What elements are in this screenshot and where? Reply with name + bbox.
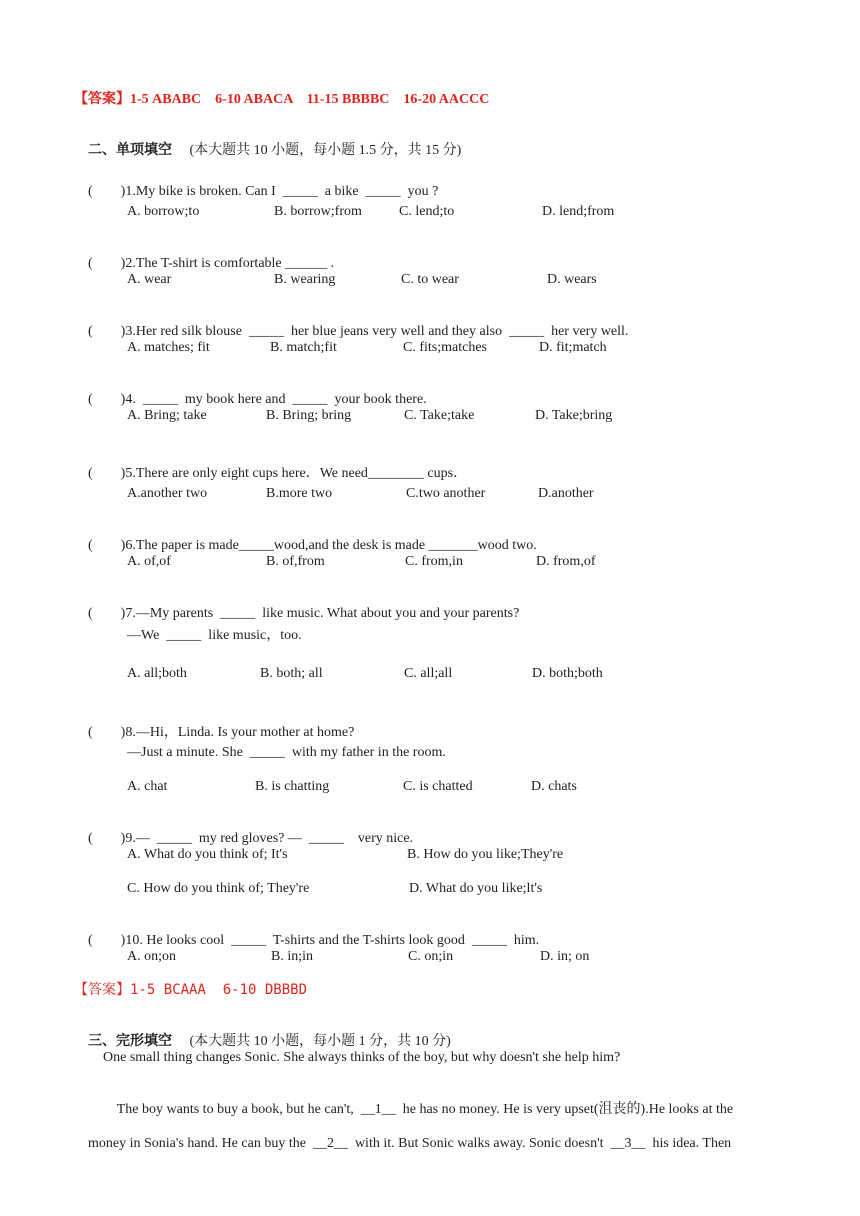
passage-text: his idea. Then	[645, 1136, 732, 1151]
answer-paren: ( )	[88, 466, 126, 481]
option-c: C. to wear	[401, 272, 459, 287]
question-stem: 10. He looks cool _____ T-shirts and the T-shirts look good _____ him.	[125, 933, 540, 948]
blank-1: __1__	[360, 1102, 396, 1117]
option-d: D. chats	[531, 779, 577, 794]
answer-paren: ( )	[88, 933, 126, 948]
option-c: C.two another	[406, 486, 486, 501]
answer-paren: ( )	[88, 538, 126, 553]
option-b: B. is chatting	[255, 779, 330, 794]
option-c: C. How do you think of; They're	[127, 881, 310, 896]
answer-paren: ( )	[88, 392, 126, 407]
question-stem: 6.The paper is made_____wood,and the desk is made _______wood two.	[125, 538, 537, 553]
option-a: A. wear	[127, 272, 172, 287]
option-d: D. Take;bring	[535, 408, 613, 423]
option-b: B.more two	[266, 486, 333, 501]
option-b: B. both; all	[260, 666, 323, 681]
section-2-note: (本大题共 10 小题，每小题 1.5 分，共 15 分)	[189, 143, 462, 158]
question-7-reply: —We _____ like music，too.	[127, 628, 302, 643]
option-a: A. chat	[127, 779, 168, 794]
question-stem: 7.—My parents _____ like music. What about you and your parents?	[125, 606, 520, 621]
blank-2: __2__	[312, 1136, 348, 1151]
question-stem: 3.Her red silk blouse _____ her blue jeans very well and they also _____ her very well.	[125, 324, 629, 339]
option-c: C. all;all	[404, 666, 453, 681]
question-stem: 9.— _____ my red gloves? — _____ very nice.	[125, 831, 414, 846]
option-d: D. fit;match	[539, 340, 607, 355]
question-stem: 2.The T-shirt is comfortable ______ .	[125, 256, 335, 271]
passage-text: he has no money. He is very upset(沮丧的).He looks at the	[395, 1102, 734, 1117]
blank-3: __3__	[610, 1136, 646, 1151]
option-a: A. borrow;to	[127, 204, 200, 219]
option-b: B. wearing	[274, 272, 336, 287]
answer-paren: ( )	[88, 256, 126, 271]
option-a: A. Bring; take	[127, 408, 207, 423]
option-b: B. Bring; bring	[266, 408, 352, 423]
option-c: C. on;in	[408, 949, 454, 964]
answer-key-1: 【答案】1-5 ABABC 6-10 ABACA 11-15 BBBBC 16-20 AACCC	[74, 92, 490, 107]
question-stem: 8.—Hi，Linda. Is your mother at home?	[125, 725, 355, 740]
question-8-reply: —Just a minute. She _____ with my father in the room.	[127, 745, 446, 760]
section-2-title: 二、单项填空	[88, 143, 172, 158]
option-a: A.another two	[127, 486, 208, 501]
section-3-title: 三、完形填空	[88, 1034, 172, 1049]
passage-line-1: One small thing changes Sonic. She always thinks of the boy, but why doesn't she help him?	[103, 1050, 621, 1065]
option-a: A. of,of	[127, 554, 171, 569]
option-c: C. lend;to	[399, 204, 455, 219]
option-b: B. borrow;from	[274, 204, 362, 219]
option-c: C. fits;matches	[403, 340, 487, 355]
answer-paren: ( )	[88, 606, 126, 621]
option-a: A. matches; fit	[127, 340, 210, 355]
question-stem: 1.My bike is broken. Can I _____ a bike _____ you ?	[125, 184, 439, 199]
option-b: B. How do you like;They're	[407, 847, 564, 862]
answer-paren: ( )	[88, 324, 126, 339]
option-c: C. Take;take	[404, 408, 475, 423]
answer-paren: ( )	[88, 725, 126, 740]
option-b: B. of,from	[266, 554, 325, 569]
option-a: A. all;both	[127, 666, 187, 681]
option-d: D.another	[538, 486, 594, 501]
passage-line-3	[74, 1117, 731, 1171]
option-b: B. match;fit	[270, 340, 337, 355]
option-d: D. lend;from	[542, 204, 615, 219]
option-d: D. both;both	[532, 666, 603, 681]
option-d: D. What do you like;lt's	[409, 881, 543, 896]
answer-paren: ( )	[88, 184, 126, 199]
option-c: C. is chatted	[403, 779, 473, 794]
passage-text: The boy wants to buy a book, but he can't,	[116, 1102, 361, 1117]
option-c: C. from,in	[405, 554, 463, 569]
option-a: A. on;on	[127, 949, 176, 964]
answer-paren: ( )	[88, 831, 126, 846]
passage-text: with it. But Sonic walks away. Sonic doesn't	[347, 1136, 611, 1151]
passage-text: money in Sonia's hand. He can buy the	[88, 1136, 313, 1151]
option-d: D. in; on	[540, 949, 590, 964]
option-a: A. What do you think of; It's	[127, 847, 288, 862]
option-b: B. in;in	[271, 949, 314, 964]
question-stem: 4. _____ my book here and _____ your book there.	[125, 392, 427, 407]
section-3-note: (本大题共 10 小题，每小题 1 分，共 10 分)	[189, 1034, 451, 1049]
option-d: D. wears	[547, 272, 597, 287]
answer-key-2: 【答案】1-5 BCAAA 6-10 DBBBD	[74, 982, 308, 998]
option-d: D. from,of	[536, 554, 596, 569]
question-stem: 5.There are only eight cups here．We need________ cups．	[125, 466, 468, 481]
